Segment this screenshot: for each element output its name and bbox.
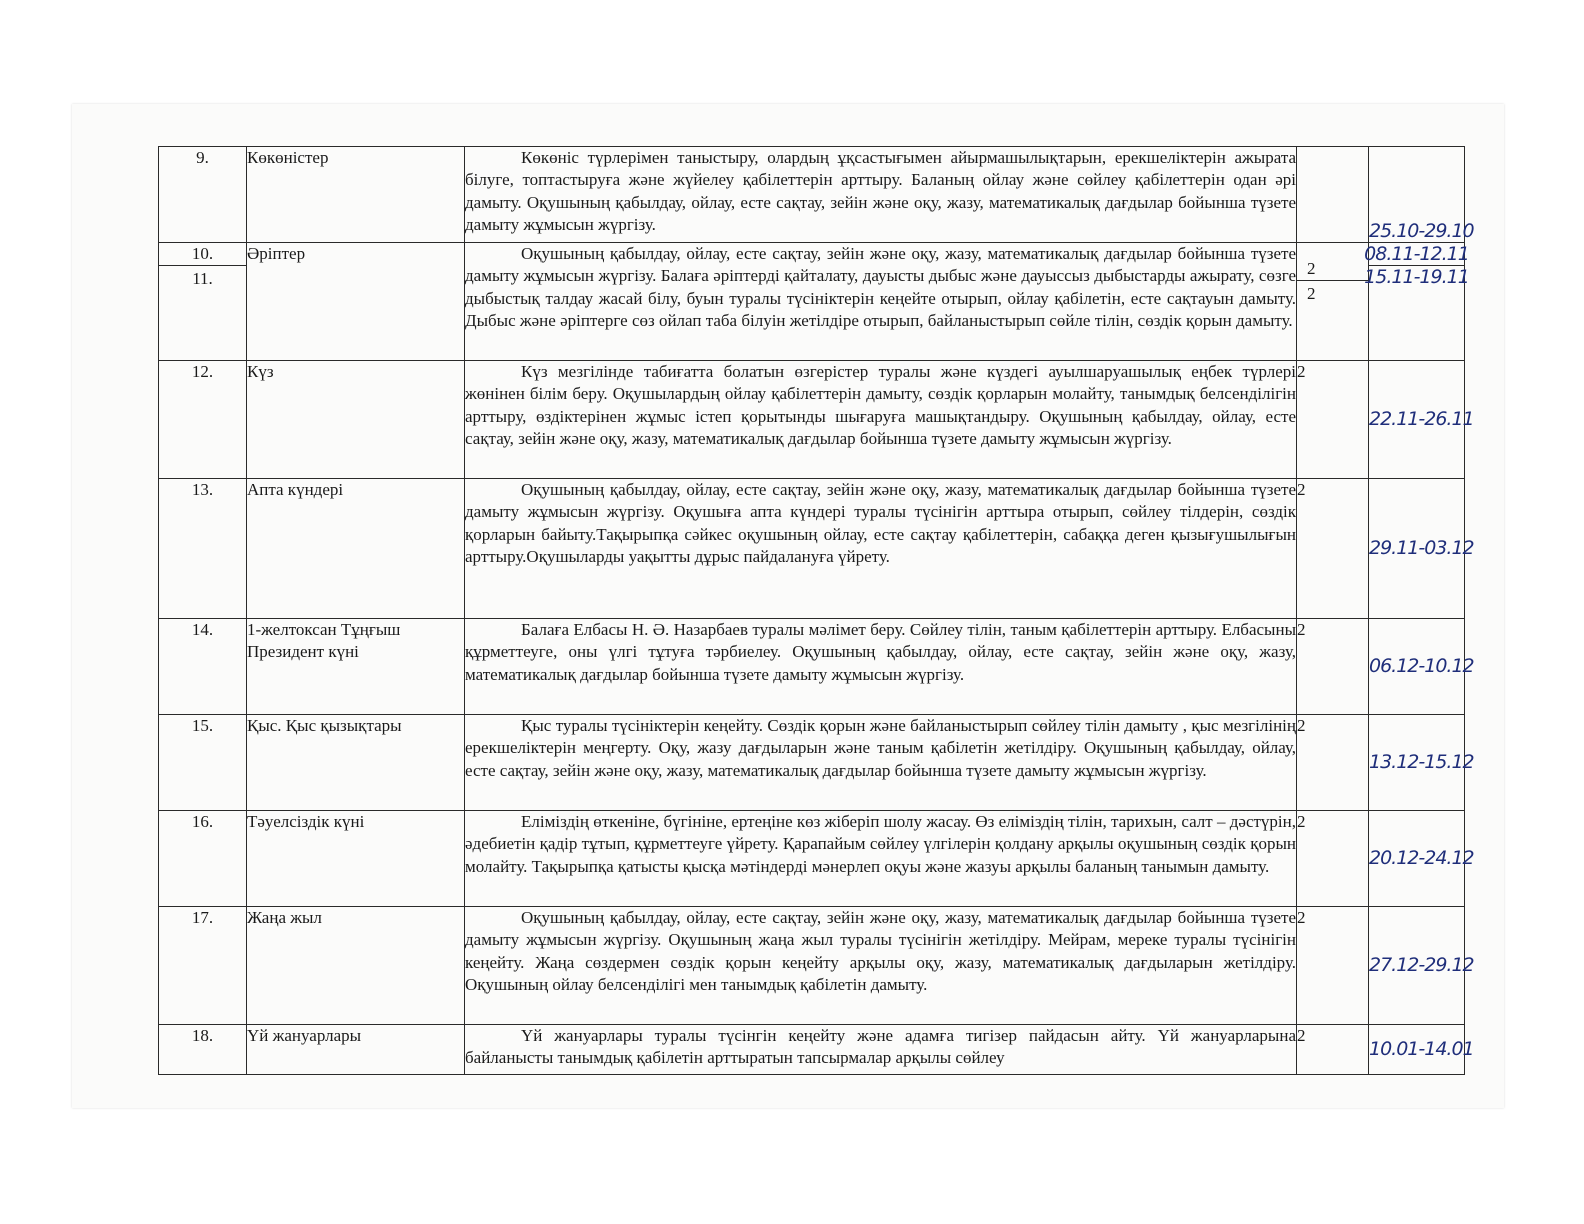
hours-cell: 2 [1297, 811, 1369, 907]
date-pair [1364, 243, 1469, 361]
topic-cell: Қыс. Қыс қызықтары [247, 715, 465, 811]
hours-cell: 2 [1297, 1025, 1369, 1075]
hours-pair [1297, 243, 1369, 361]
description-cell: Оқушының қабылдау, ойлау, есте сақтау, зейін және оқу, жазу, математикалық дағдылар бойынша түзете дамыту жұмысын жүргізу. Оқушыға апта күндері туралы түсінігін арттыра отырып, сөйлеу тілдерін, сөздік қорларын байыту.Тақырыпқа сәйкес оқушының ойлау, есте сақтау қабілеттерін, сабаққа деген қызығушылығын арттыру.Оқушыларды уақытты дұрыс пайдалануға үйрету. [465, 479, 1297, 619]
handwritten-date: 27.12-29.12 [1369, 907, 1465, 1025]
handwritten-date: 29.11-03.12 [1369, 479, 1465, 619]
table-row [159, 479, 1465, 619]
handwritten-date: 08.11-12.11 [1364, 243, 1469, 265]
row-number: 17. [159, 907, 247, 1025]
row-number: 9. [159, 147, 247, 243]
row-number: 11. [159, 265, 246, 290]
table-row [159, 811, 1465, 907]
table-row [159, 1025, 1465, 1075]
description-cell: Үй жануарлары туралы түсінгін кеңейту және адамға тигізер пайдасын айту. Үй жануарларына байланысты танымдық қабілетін арттыратын тапсырмалар арқылы сөйлеу [465, 1025, 1297, 1075]
row-number-pair [159, 243, 247, 361]
topic-cell: Күз [247, 361, 465, 479]
description-cell: Еліміздің өткеніне, бүгініне, ертеңіне көз жіберіп шолу жасау. Өз еліміздің тілін, тарихын, салт – дәстүрін, әдебиетін қадір тұтып, құрметтеуге үйрету. Қарапайым сөйлеу үлгілерін қолдану арқылы оқушының сөздік қорын молайту. Тақырыпқа қатысты қысқа мәтіндерді мәнерлеп оқуы және жазуы арқылы баланың танымын дамыту. [465, 811, 1297, 907]
row-number: 13. [159, 479, 247, 619]
handwritten-date: 22.11-26.11 [1369, 361, 1465, 479]
table-row [159, 907, 1465, 1025]
description-cell: Көкөніс түрлерімен таныстыру, олардың ұқсастығымен айырмашылықтарын, ерекшеліктерін ажырата білуге, топтастыруға және жүйелеу қабілеттерін арттыру. Баланың ойлау және сөйлеу қабілеттерін одан әрі дамыту. Оқушының қабылдау, ойлау, есте сақтау, зейін және оқу, жазу, математикалық дағдылар бойынша түзете дамыту жұмысын жүргізу. [465, 147, 1297, 243]
hours-cell: 2 [1307, 259, 1316, 278]
topic-cell: Тәуелсіздік күні [247, 811, 465, 907]
table-row [159, 715, 1465, 811]
handwritten-date: 13.12-15.12 [1369, 715, 1465, 811]
description-cell: Қыс туралы түсініктерін кеңейту. Сөздік қорын және байланыстырып сөйлеу тілін дамыту , қыс мезгілінің ерекшеліктерін меңгерту. Оқу, жазу дағдыларын және таным қабілетін жетілдіру. Оқушының қабылдау, ойлау, есте сақтау, зейін және оқу, жазу, математикалық дағдылар бойынша түзете дамыту жұмысын жүргізу. [465, 715, 1297, 811]
description-cell: Балаға Елбасы Н. Ә. Назарбаев туралы мәлімет беру. Сөйлеу тілін, таным қабілеттерін арттыру. Елбасыны құрметтеуге, оны үлгі тұтуға тәрбиелеу. Оқушының қабылдау, ойлау, есте сақтау, зейін және оқу, жазу, математикалық дағдылар бойынша түзете дамыту жұмысын жүргізу. [465, 619, 1297, 715]
row-number: 14. [159, 619, 247, 715]
handwritten-date: 15.11-19.11 [1364, 266, 1469, 289]
hours-cell: 2 [1297, 619, 1369, 715]
table-row [159, 619, 1465, 715]
topic-cell: 1-желтоксан Тұңғыш Президент күні [247, 619, 465, 715]
row-number: 16. [159, 811, 247, 907]
row-number: 15. [159, 715, 247, 811]
topic-cell: Әріптер [247, 243, 465, 361]
handwritten-date: 20.12-24.12 [1369, 811, 1465, 907]
hours-cell: 2 [1297, 715, 1369, 811]
row-number: 18. [159, 1025, 247, 1075]
description-cell: Күз мезгілінде табиғатта болатын өзгерістер туралы және күздегі ауылшаруашылық еңбек түрлері жөнінен білім беру. Оқушылардың ойлау қабілеттерін дамыту, сөздік қорларын молайту, танымдық белсенділігін арттыру, өздіктерінен жұмыс істеп қорытынды шығаруға машықтандыру. Оқушының қабылдау, ойлау, есте сақтау, зейін және оқу, жазу, математикалық дағдылар бойынша түзете дамыту жұмысын жүргізу. [465, 361, 1297, 479]
topic-cell: Көкөністер [247, 147, 465, 243]
table-row [159, 361, 1465, 479]
table-row [159, 147, 1465, 243]
hours-cell: 2 [1297, 361, 1369, 479]
hours-cell [1297, 147, 1369, 243]
topic-cell: Жаңа жыл [247, 907, 465, 1025]
topic-cell: Апта күндері [247, 479, 465, 619]
handwritten-date: 10.01-14.01 [1369, 1025, 1465, 1075]
row-number: 10. [191, 244, 214, 263]
handwritten-date: 06.12-10.12 [1369, 619, 1465, 715]
lesson-plan-table [158, 146, 1474, 1075]
handwritten-date: 25.10-29.10 [1369, 147, 1465, 243]
row-number: 12. [159, 361, 247, 479]
hours-cell: 2 [1297, 280, 1368, 305]
description-cell: Оқушының қабылдау, ойлау, есте сақтау, зейін және оқу, жазу, математикалық дағдылар бойынша түзете дамыту жұмысын жүргізу. Балаға әріптерді қайталату, дауысты дыбыс және дауыссыз дыбыстарды ажырату, сөзге дыбыстық талдау жасай білу, буын туралы түсініктерін кеңейте отырып, ойлау қабілетін, есте сақтауын дамыту. Дыбыс және әріптерге сөз ойлап таба білуін жетілдіре отырып, байланыстырып сөйле тілін, сөздік қорын дамыту. [465, 243, 1297, 361]
description-cell: Оқушының қабылдау, ойлау, есте сақтау, зейін және оқу, жазу, математикалық дағдылар бойынша түзете дамыту жұмысын жүргізу. Оқушының жаңа жыл туралы түсінігін жетілдіру. Мейрам, мереке туралы түсінігін кеңейту. Жаңа сөздермен сөздік қорын кеңейту арқылы оқу, жазу, математикалық дағдыларын жетілдіру. Оқушының ойлау белсенділігі мен танымдық қабілетін дамыту. [465, 907, 1297, 1025]
hours-cell: 2 [1297, 907, 1369, 1025]
topic-cell: Үй жануарлары [247, 1025, 465, 1075]
table-row [159, 243, 1465, 361]
hours-cell: 2 [1297, 479, 1369, 619]
